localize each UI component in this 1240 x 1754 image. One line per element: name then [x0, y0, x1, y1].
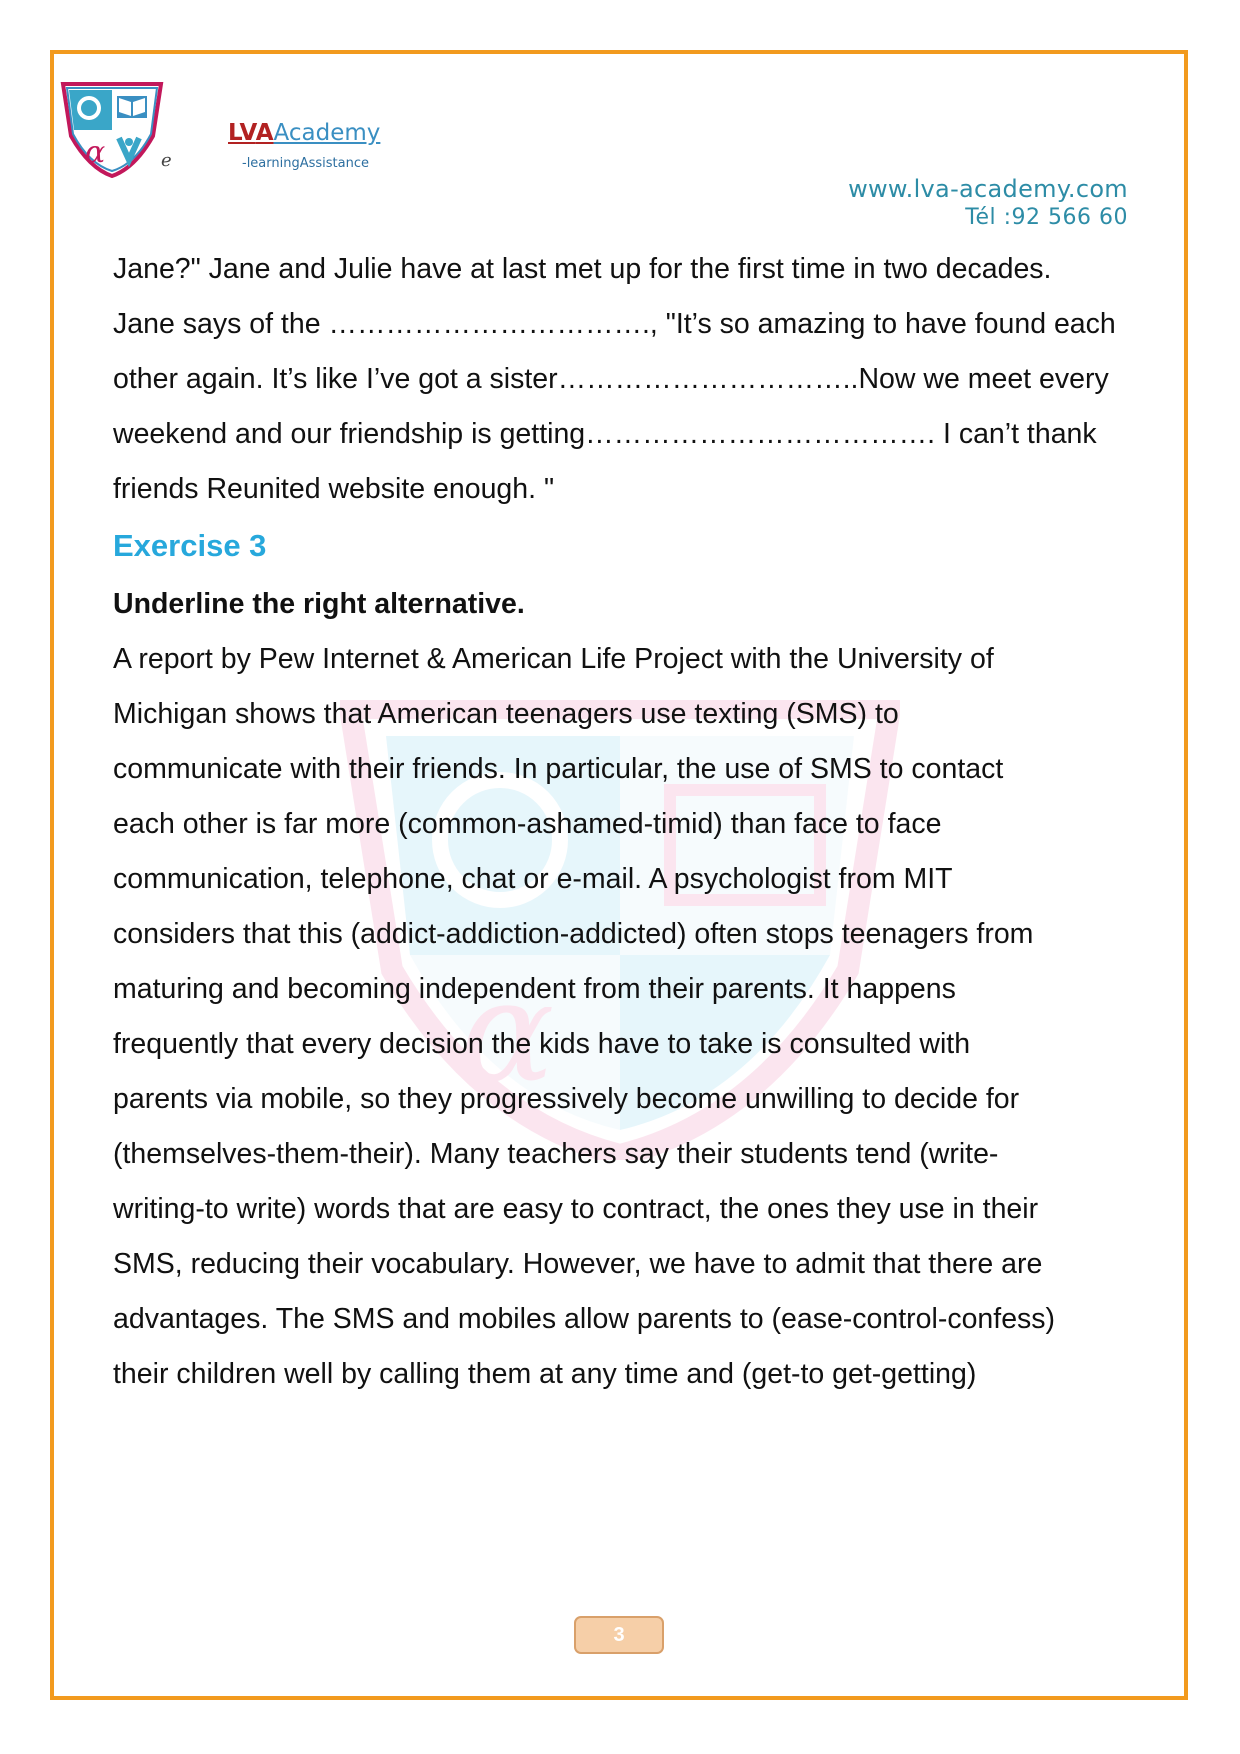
- exercise-heading: Exercise 3: [113, 528, 267, 563]
- page-number: 3: [574, 1616, 664, 1654]
- exercise-instruction: Underline the right alternative.: [113, 588, 525, 620]
- brand-academy: Academy: [273, 120, 381, 146]
- contact-block: [848, 174, 1128, 232]
- paragraph-line: their children well by calling them at any time and (get-to get-getting): [113, 1358, 977, 1390]
- text-line: other again. It’s like I’ve got a sister…………………………..Now we meet every: [113, 363, 1109, 395]
- paragraph-line: (themselves-them-their). Many teachers say their students tend (write-: [113, 1138, 999, 1170]
- paragraph-line: each other is far more (common-ashamed-timid) than face to face: [113, 808, 942, 840]
- lva-shield-logo-icon: [57, 78, 167, 178]
- paragraph-line: considers that this (addict-addiction-addicted) often stops teenagers from: [113, 918, 1034, 950]
- paragraph-line: communicate with their friends. In particular, the use of SMS to contact: [113, 753, 1004, 785]
- svg-text:α: α: [460, 951, 555, 1114]
- paragraph-line: communication, telephone, chat or e-mail. A psychologist from MIT: [113, 863, 953, 895]
- phone-number: Tél :92 566 60: [965, 205, 1128, 230]
- paragraph-line: A report by Pew Internet & American Life Project with the University of: [113, 643, 994, 675]
- brand-a: A: [255, 120, 274, 146]
- text-line: weekend and our friendship is getting………………………………. I can’t thank: [113, 418, 1097, 450]
- brand-name: [228, 122, 380, 145]
- brand-lv: LV: [228, 120, 256, 146]
- paragraph-line: SMS, reducing their vocabulary. However, we have to admit that there are: [113, 1248, 1043, 1280]
- website-link[interactable]: www.lva-academy.com: [848, 175, 1128, 203]
- paragraph-line: parents via mobile, so they progressively become unwilling to decide for: [113, 1083, 1020, 1115]
- svg-text:α: α: [85, 135, 106, 170]
- paragraph-line: Michigan shows that American teenagers use texting (SMS) to: [113, 698, 899, 730]
- text-line: Jane says of the ……………………………., "It’s so amazing to have found each: [113, 308, 1116, 340]
- paragraph-line: maturing and becoming independent from their parents. It happens: [113, 973, 956, 1005]
- text-line: Jane?" Jane and Julie have at last met up for the first time in two decades.: [113, 253, 1052, 285]
- paragraph-line: writing-to write) words that are easy to contract, the ones they use in their: [113, 1193, 1039, 1225]
- paragraph-line: advantages. The SMS and mobiles allow parents to (ease-control-confess): [113, 1303, 1056, 1335]
- paragraph-line: frequently that every decision the kids have to take is consulted with: [113, 1028, 971, 1060]
- logo-e-mark: e: [161, 150, 172, 171]
- text-line: friends Reunited website enough. ": [113, 473, 555, 505]
- brand-tagline: -learningAssistance: [242, 156, 369, 171]
